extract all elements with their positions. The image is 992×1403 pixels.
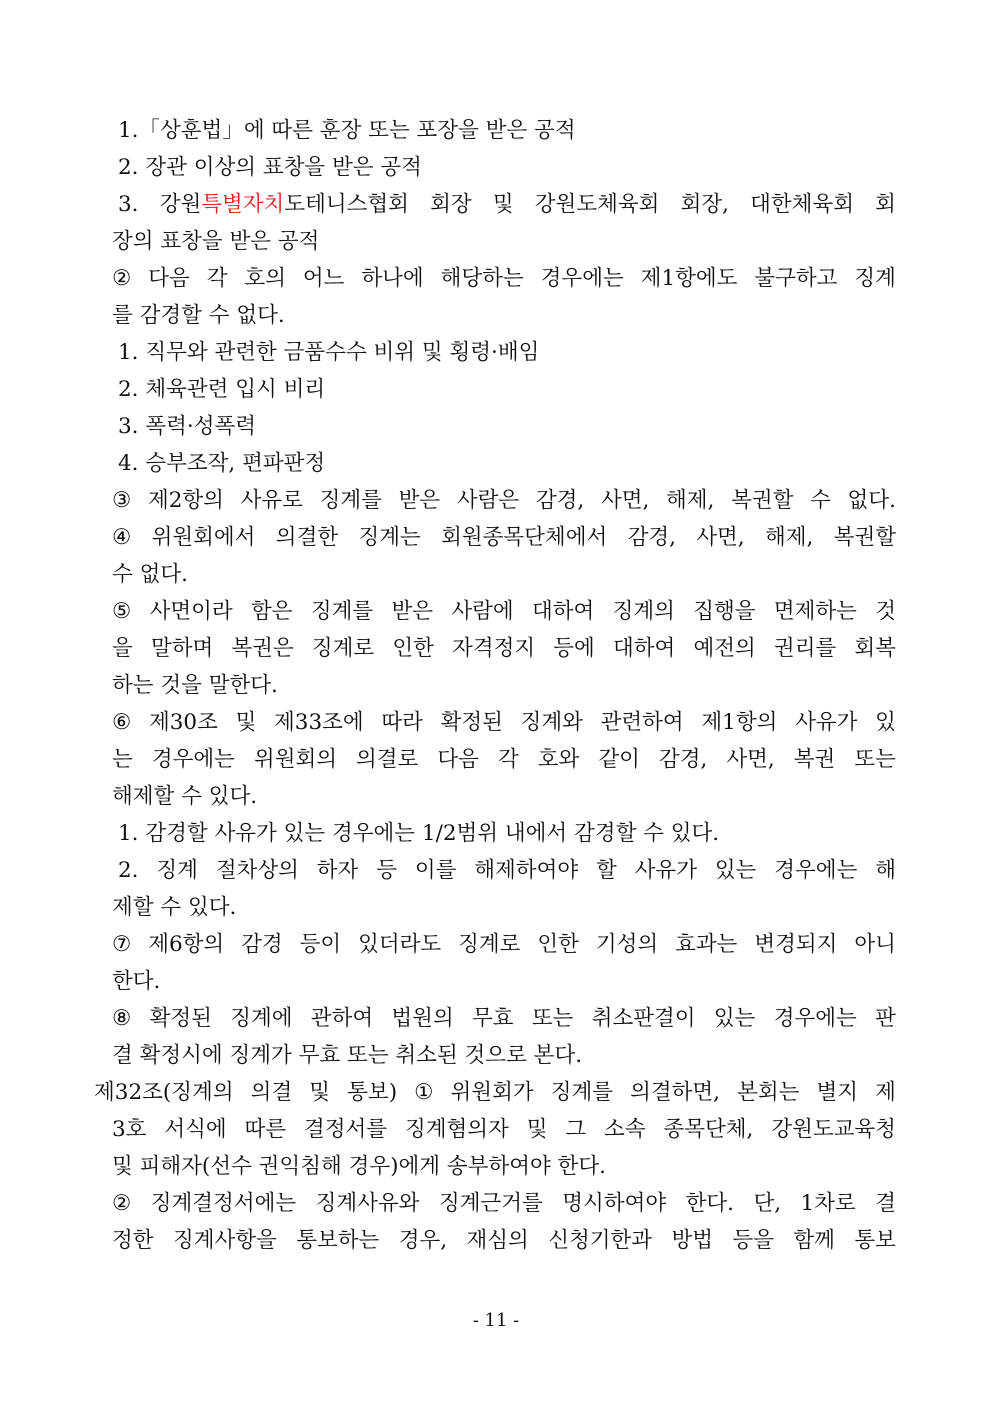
text-line <box>94 334 896 371</box>
text-line <box>94 149 896 186</box>
text-line <box>94 186 896 223</box>
word: 제33조에 <box>274 710 364 735</box>
word: 아니 <box>854 932 896 957</box>
word: 2. <box>118 858 139 883</box>
line-text: 해제할 수 있다. <box>112 784 258 809</box>
word: 징계의 <box>612 599 675 624</box>
word: 함께 <box>793 1228 835 1253</box>
word: 징계로 <box>458 932 521 957</box>
word: 징계에 <box>230 1006 293 1031</box>
word: 무효 <box>472 1006 514 1031</box>
word: 호와 <box>537 747 580 772</box>
line-text: 및 피해자(선수 권익침해 경우)에게 송부하여야 한다. <box>112 1154 606 1179</box>
word: 명시하여야 <box>562 1191 667 1216</box>
word: 대하여 <box>531 599 595 624</box>
word: 1차로 <box>800 1191 856 1216</box>
text-line <box>94 1074 896 1111</box>
word: ⑤ <box>112 599 132 624</box>
line-text: 2. 체육관련 입시 비리 <box>118 377 326 402</box>
text-line <box>94 519 896 556</box>
text-line <box>94 112 896 149</box>
word: 각 <box>206 266 228 291</box>
word: 사면, <box>726 747 775 772</box>
text-line <box>94 1185 896 1222</box>
word: 대하여 <box>612 636 676 661</box>
word: 본회는 <box>737 1080 800 1105</box>
word: 있 <box>875 710 896 735</box>
text-line <box>94 260 896 297</box>
word: 다음 <box>437 747 479 772</box>
word <box>160 186 409 223</box>
word: 있는 <box>713 1006 756 1031</box>
word: 징계로 <box>311 636 375 661</box>
word: 관련하여 <box>600 710 684 735</box>
word: 하나에 <box>361 266 424 291</box>
word: 징계를 <box>310 599 374 624</box>
text-segment: 도테니스협회 <box>284 192 409 217</box>
word: 해제, <box>666 488 715 513</box>
word: 확정된 <box>149 1006 212 1031</box>
line-text: 3. 폭력·성폭력 <box>118 414 257 439</box>
text-line <box>94 852 896 889</box>
word: 제2항의 <box>147 488 224 513</box>
word: 제32조(징계의 <box>94 1080 234 1105</box>
text-line <box>94 482 896 519</box>
highlighted-text: 특별자치 <box>201 192 285 217</box>
text-segment: 대한체육회 <box>750 192 854 217</box>
word: 할 <box>596 858 617 883</box>
word: 는 <box>112 747 133 772</box>
word: 제6항의 <box>148 932 225 957</box>
text-line <box>94 297 896 334</box>
word: 변경되지 <box>754 932 838 957</box>
word: 징계근거를 <box>438 1191 543 1216</box>
word: 해 <box>875 858 896 883</box>
text-segment: 회장, <box>680 192 729 217</box>
text-line <box>94 704 896 741</box>
line-text: 1. 감경할 사유가 있는 경우에는 1/2범위 내에서 감경할 수 있다. <box>118 821 720 846</box>
word: 감경, <box>658 747 708 772</box>
word: 없다. <box>847 488 896 513</box>
word: 확정된 <box>440 710 503 735</box>
word: 받은 <box>398 488 441 513</box>
word: 징계사항을 <box>172 1228 277 1253</box>
word: 징계를 <box>550 1080 613 1105</box>
line-text: 수 없다. <box>112 562 188 587</box>
text-line <box>94 593 896 630</box>
text-line <box>94 1037 896 1074</box>
word: 것 <box>875 599 896 624</box>
word: 한다. <box>685 1191 734 1216</box>
text-line <box>94 889 896 926</box>
word: 결 <box>875 1191 896 1216</box>
word: 관하여 <box>310 1006 374 1031</box>
word: 따라 <box>381 710 423 735</box>
word: 자격정지 <box>452 636 536 661</box>
word: ① <box>414 1080 434 1105</box>
word: ④ <box>112 525 132 550</box>
word: 해당하는 <box>440 266 524 291</box>
word: 서식에 <box>164 1117 227 1142</box>
word: 위원회의 <box>253 747 337 772</box>
word: 감경, <box>535 488 585 513</box>
word <box>875 186 896 223</box>
text-segment: 강원도체육회 <box>534 192 660 217</box>
word: 3호 <box>112 1117 147 1142</box>
word: 징계 <box>854 266 896 291</box>
word: 징계사유와 <box>315 1191 420 1216</box>
word: 사람은 <box>456 488 520 513</box>
document-body <box>94 112 896 1259</box>
text-line <box>94 815 896 852</box>
word: 법원의 <box>391 1006 454 1031</box>
word <box>118 186 139 223</box>
word: 회원종목단체에서 <box>441 525 608 550</box>
word: 수 <box>810 488 831 513</box>
word: 제1항에도 <box>640 266 738 291</box>
word: 받은 <box>391 599 434 624</box>
text-segment: 3. <box>118 192 139 217</box>
word: 재심의 <box>466 1228 529 1253</box>
text-line <box>94 963 896 1000</box>
word: 회복 <box>854 636 896 661</box>
word: 인한 <box>392 636 434 661</box>
word: 등을 <box>732 1228 774 1253</box>
text-segment: 회 <box>875 192 896 217</box>
word: 정한 <box>112 1228 154 1253</box>
text-line <box>94 1148 896 1185</box>
word: 기성의 <box>595 932 659 957</box>
word: 의결하면, <box>630 1080 720 1105</box>
line-text: 4. 승부조작, 편파판정 <box>118 451 326 476</box>
word: 제30조 <box>148 710 218 735</box>
word: 경우, <box>398 1228 448 1253</box>
word: 사면, <box>600 488 650 513</box>
word: 제1항의 <box>701 710 778 735</box>
word: 및 <box>309 1080 331 1105</box>
word: 절차상의 <box>215 858 299 883</box>
word: 복권할 <box>833 525 896 550</box>
word: 을 <box>112 636 133 661</box>
word: 이를 <box>414 858 457 883</box>
page-number: - 11 - <box>472 1310 520 1331</box>
word: 감경, <box>627 525 676 550</box>
word <box>493 186 514 223</box>
word: 징계혐의자 <box>404 1117 509 1142</box>
line-text: 1.「상훈법」에 따른 훈장 또는 포장을 받은 공적 <box>118 118 576 143</box>
word: 사람에 <box>451 599 514 624</box>
line-text: 를 감경할 수 없다. <box>112 303 285 328</box>
text-segment: 및 <box>492 192 514 217</box>
word: 효과는 <box>675 932 738 957</box>
word: 하자 <box>316 858 359 883</box>
word: 불구하고 <box>754 266 838 291</box>
text-line <box>94 778 896 815</box>
word: 있는 <box>714 858 757 883</box>
word: 복권할 <box>731 488 794 513</box>
word: 면제하는 <box>773 599 857 624</box>
text-line <box>94 1000 896 1037</box>
word: 통보하는 <box>296 1228 380 1253</box>
word: 각 <box>497 747 519 772</box>
word: 판 <box>875 1006 896 1031</box>
text-line <box>94 408 896 445</box>
word: 집행을 <box>693 599 756 624</box>
word: 권리를 <box>773 636 837 661</box>
word: 및 <box>526 1117 548 1142</box>
word: 징계결정서에는 <box>150 1191 297 1216</box>
word: 말하며 <box>150 636 214 661</box>
line-text: 제할 수 있다. <box>112 895 237 920</box>
word: 같이 <box>598 747 640 772</box>
word: 사면이라 <box>149 599 233 624</box>
word: 결정서를 <box>303 1117 388 1142</box>
word: 그 <box>565 1117 587 1142</box>
word: 따른 <box>244 1117 287 1142</box>
word: 소속 <box>604 1117 646 1142</box>
word: 경우에는 <box>774 858 858 883</box>
line-text: 장의 표창을 받은 공적 <box>112 229 320 254</box>
word: 징계와 <box>520 710 583 735</box>
text-segment: 회장 <box>430 192 472 217</box>
text-line <box>94 741 896 778</box>
word: 사유가 <box>634 858 697 883</box>
line-text: 한다. <box>112 969 161 994</box>
word: 함은 <box>250 599 293 624</box>
word: 있더라도 <box>358 932 442 957</box>
text-line <box>94 556 896 593</box>
word: 등 <box>376 858 397 883</box>
word: 별지 <box>816 1080 859 1105</box>
word: 징계를 <box>319 488 382 513</box>
word: 어느 <box>302 266 345 291</box>
word: 복권 <box>793 747 836 772</box>
text-line <box>94 1111 896 1148</box>
text-line <box>94 1222 896 1259</box>
line-text: 1. 직무와 관련한 금품수수 비위 및 횡령·배임 <box>118 340 540 365</box>
line-text: 하는 것을 말한다. <box>112 673 278 698</box>
line-text: 2. 장관 이상의 표창을 받은 공적 <box>118 155 422 180</box>
word: 등에 <box>553 636 595 661</box>
word: ⑥ <box>112 710 132 735</box>
word: ⑧ <box>112 1006 132 1031</box>
word: 의결로 <box>356 747 419 772</box>
text-line <box>94 667 896 704</box>
word: 또는 <box>531 1006 574 1031</box>
word <box>430 186 472 223</box>
word: ⑦ <box>112 932 132 957</box>
word: 의결한 <box>275 525 339 550</box>
word: ② <box>112 1191 132 1216</box>
word: 사유가 <box>795 710 858 735</box>
word: 위원회에서 <box>151 525 256 550</box>
line-text: 결 확정시에 징계가 무효 또는 취소된 것으로 본다. <box>112 1043 583 1068</box>
word: 등이 <box>299 932 342 957</box>
word: 경우에는 <box>773 1006 857 1031</box>
word: 다음 <box>148 266 190 291</box>
word: 신청기한과 <box>548 1228 653 1253</box>
word: 감경 <box>241 932 283 957</box>
text-line <box>94 223 896 260</box>
word: 강원도교육청 <box>771 1117 896 1142</box>
word: 예전의 <box>693 636 756 661</box>
word: 사유로 <box>240 488 303 513</box>
word: 사면, <box>696 525 745 550</box>
word: 취소판결이 <box>591 1006 696 1031</box>
word: 제 <box>875 1080 896 1105</box>
word: ③ <box>112 488 132 513</box>
word: 호의 <box>244 266 286 291</box>
word: 징계는 <box>358 525 421 550</box>
word: 또는 <box>854 747 896 772</box>
word: 종목단체, <box>663 1117 754 1142</box>
word: 경우에는 <box>540 266 624 291</box>
text-line <box>94 630 896 667</box>
word: 인한 <box>537 932 579 957</box>
word <box>750 186 854 223</box>
word: 의결 <box>250 1080 293 1105</box>
word: 통보 <box>854 1228 896 1253</box>
word: 위원회가 <box>450 1080 534 1105</box>
text-line <box>94 445 896 482</box>
word: 해제, <box>764 525 814 550</box>
word: 징계 <box>156 858 198 883</box>
word <box>535 186 660 223</box>
word: ② <box>112 266 132 291</box>
word <box>681 186 729 223</box>
text-line <box>94 371 896 408</box>
word: 및 <box>235 710 257 735</box>
word: 통보) <box>347 1080 398 1105</box>
word: 경우에는 <box>151 747 235 772</box>
word: 복권은 <box>231 636 294 661</box>
word: 단, <box>753 1191 782 1216</box>
text-segment: 강원 <box>159 192 202 217</box>
word: 해제하여야 <box>474 858 579 883</box>
word: 방법 <box>671 1228 714 1253</box>
text-line <box>94 926 896 963</box>
